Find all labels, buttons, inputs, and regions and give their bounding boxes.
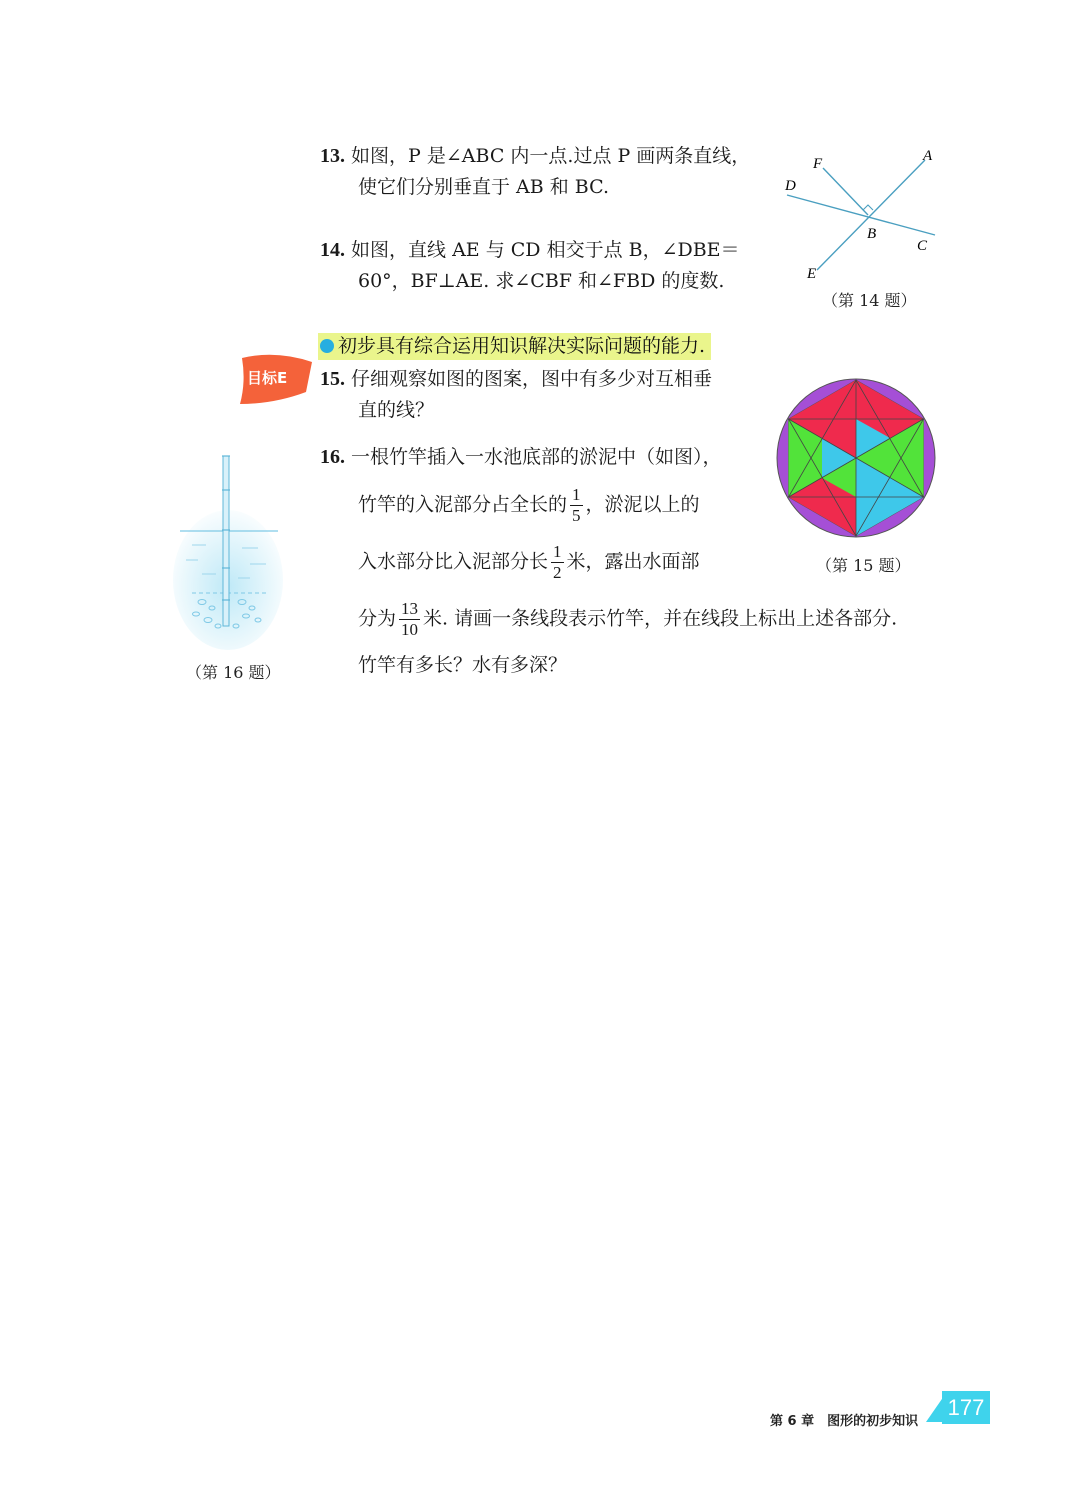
label-f: F bbox=[813, 156, 823, 172]
fraction-one-fifth bbox=[570, 485, 583, 526]
label-e: E bbox=[807, 266, 817, 282]
label-d: D bbox=[785, 178, 796, 194]
question-number: 15. bbox=[320, 368, 345, 390]
question-text: 仔细观察如图的图案，图中有多少对互相垂 bbox=[351, 368, 713, 390]
question-15 bbox=[320, 364, 712, 426]
label-a: A bbox=[923, 148, 933, 164]
goal-banner bbox=[318, 333, 711, 360]
question-number: 13. bbox=[320, 145, 345, 167]
text-segment: 米，露出水面部 bbox=[566, 550, 700, 573]
question-line bbox=[320, 599, 960, 640]
question-13 bbox=[320, 141, 750, 203]
text-segment: 米. 请画一条线段表示竹竿，并在线段上标出上述各部分. bbox=[423, 607, 898, 630]
question-text: 直的线？ bbox=[358, 399, 435, 421]
numerator: 1 bbox=[553, 542, 562, 561]
page-number: 177 bbox=[942, 1391, 990, 1424]
denominator: 5 bbox=[572, 506, 581, 525]
chapter-title: 第 6 章 图形的初步知识 bbox=[770, 1414, 919, 1429]
text-segment: 竹竿的入泥部分占全长的 bbox=[358, 493, 568, 516]
label-b: B bbox=[867, 226, 877, 242]
question-line bbox=[320, 485, 960, 526]
figure-16-illustration bbox=[172, 450, 284, 650]
question-line bbox=[320, 542, 960, 583]
badge-label: 目标E bbox=[247, 369, 288, 387]
question-number: 14. bbox=[320, 239, 345, 261]
figure-15-caption: （第 15 题） bbox=[816, 556, 911, 575]
denominator: 2 bbox=[553, 563, 562, 582]
goal-text: 初步具有综合运用知识解决实际问题的能力. bbox=[338, 335, 706, 357]
text-segment: 分为 bbox=[358, 607, 397, 630]
bullet-icon bbox=[320, 339, 334, 353]
figure-14-diagram bbox=[775, 140, 950, 290]
question-text: 60°，BF⊥AE. 求∠CBF 和∠FBD 的度数. bbox=[358, 270, 725, 292]
line-ae bbox=[817, 160, 925, 270]
line-bf bbox=[823, 168, 868, 215]
figure-16-caption: （第 16 题） bbox=[186, 663, 281, 682]
numerator: 1 bbox=[572, 485, 581, 504]
question-16 bbox=[320, 442, 960, 681]
label-c: C bbox=[917, 238, 928, 254]
fraction-thirteen-tenths bbox=[399, 599, 420, 640]
fraction-one-half bbox=[551, 542, 564, 583]
right-angle-mark bbox=[863, 205, 873, 210]
denominator: 10 bbox=[401, 620, 419, 639]
numerator: 13 bbox=[401, 599, 419, 618]
text-segment: ，淤泥以上的 bbox=[585, 493, 700, 516]
figure-14-caption: （第 14 题） bbox=[822, 291, 917, 310]
question-text: 一根竹竿插入一水池底部的淤泥中（如图）， bbox=[351, 446, 722, 468]
question-text: 使它们分别垂直于 AB 和 BC. bbox=[358, 176, 610, 198]
question-number: 16. bbox=[320, 446, 345, 468]
line-dc bbox=[787, 195, 935, 235]
question-text: 如图，直线 AE 与 CD 相交于点 B，∠DBE＝ bbox=[351, 239, 740, 261]
goal-badge bbox=[236, 352, 316, 408]
question-14 bbox=[320, 235, 740, 297]
text-segment: 入水部分比入泥部分长 bbox=[358, 550, 549, 573]
question-text: 如图，P 是∠ABC 内一点.过点 P 画两条直线， bbox=[351, 145, 751, 167]
question-text: 竹竿有多长？水有多深？ bbox=[358, 654, 568, 676]
